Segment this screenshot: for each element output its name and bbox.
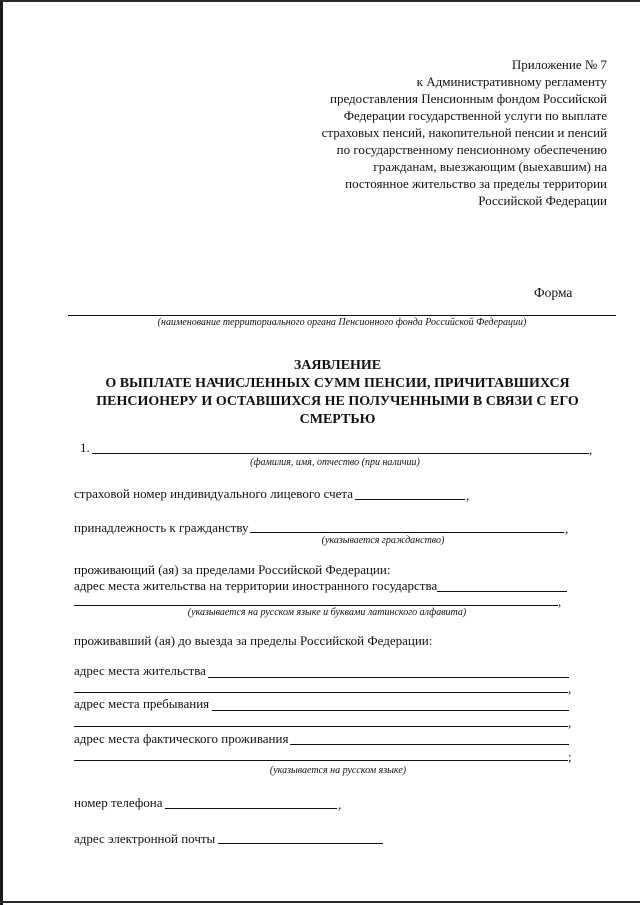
item-number: 1. (80, 440, 90, 455)
phone-field[interactable] (165, 808, 337, 809)
title-line: О ВЫПЛАТЕ НАЧИСЛЕННЫХ СУММ ПЕНСИИ, ПРИЧИТАВШИХСЯ (105, 376, 570, 391)
appendix-line: Федерации государственной услуги по выплате (343, 108, 607, 123)
stay-address-label: адрес места пребывания (74, 696, 210, 711)
foreign-address-caption: (указывается на русском языке и буквами латинского алфавита) (187, 607, 467, 618)
comma: , (568, 715, 572, 730)
foreign-address-field-line2[interactable] (74, 605, 558, 606)
residence-address-field-line2[interactable] (74, 692, 568, 693)
appendix-line: к Административному регламенту (416, 74, 607, 89)
actual-address-field[interactable] (290, 744, 569, 745)
appendix-line: гражданам, выезжающим (выехавшим) на (373, 159, 607, 174)
snils-field[interactable] (355, 499, 465, 500)
full-name-field[interactable] (92, 453, 589, 454)
citizenship-field[interactable] (250, 532, 564, 533)
stay-address-field[interactable] (212, 710, 569, 711)
residing-abroad-heading: проживающий (ая) за пределами Российской Федерации: (74, 562, 391, 577)
citizenship-caption: (указывается гражданство) (321, 535, 445, 546)
residence-address-field[interactable] (208, 677, 569, 678)
appendix-line: постоянное жительство за пределы территории (345, 176, 607, 191)
email-label: адрес электронной почты (74, 831, 216, 846)
comma: , (466, 488, 470, 503)
pfr-body-caption: (наименование территориального органа Пенсионного фонда Российской Федерации) (157, 317, 527, 328)
scan-border-left (0, 0, 3, 905)
comma: , (568, 681, 572, 696)
appendix-line: Российской Федерации (478, 193, 607, 208)
actual-address-label: адрес места фактического проживания (74, 731, 289, 746)
email-field[interactable] (218, 843, 383, 844)
citizenship-label: принадлежность к гражданству (74, 520, 249, 535)
scan-border-bottom (0, 901, 640, 903)
appendix-line: страховых пенсий, накопительной пенсии и пенсий (321, 125, 607, 140)
russian-language-caption: (указывается на русском языке) (269, 765, 407, 776)
foreign-address-field[interactable] (437, 591, 567, 592)
comma: , (338, 797, 342, 812)
foreign-address-label: адрес места жительства на территории иностранного государства (74, 578, 438, 593)
snils-label: страховой номер индивидуального лицевого счета (74, 486, 354, 501)
title-line: ПЕНСИОНЕРУ И ОСТАВШИХСЯ НЕ ПОЛУЧЕННЫМИ В СВЯЗИ С ЕГО (96, 394, 579, 409)
semicolon: ; (568, 749, 572, 764)
comma: , (565, 521, 569, 536)
appendix-line: предоставления Пенсионным фондом Российской (330, 91, 607, 106)
phone-label: номер телефона (74, 795, 163, 810)
document-title (70, 357, 605, 429)
pfr-body-name-field[interactable] (68, 315, 616, 316)
lived-before-heading: проживавший (ая) до выезда за пределы Российской Федерации: (74, 633, 433, 648)
actual-address-field-line2[interactable] (74, 760, 568, 761)
comma: , (558, 594, 562, 609)
appendix-header (277, 56, 607, 209)
comma: , (589, 442, 593, 457)
stay-address-field-line2[interactable] (74, 726, 568, 727)
scan-border-top (0, 0, 640, 2)
appendix-line: по государственному пенсионному обеспечению (336, 142, 607, 157)
residence-address-label: адрес места жительства (74, 663, 206, 678)
title-line: СМЕРТЬЮ (299, 412, 376, 427)
form-label: Форма (534, 285, 573, 300)
appendix-line: Приложение № 7 (511, 57, 607, 72)
full-name-caption: (фамилия, имя, отчество (при наличии) (250, 457, 420, 468)
title-line: ЗАЯВЛЕНИЕ (293, 358, 382, 373)
